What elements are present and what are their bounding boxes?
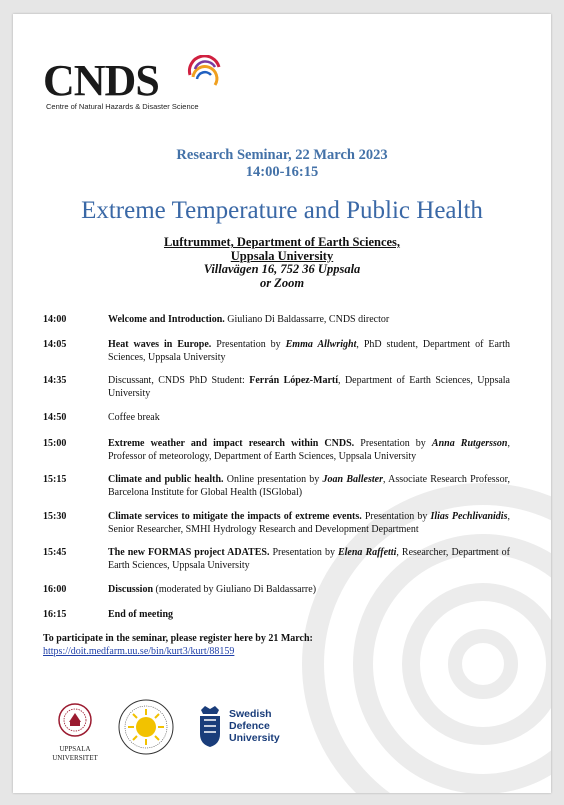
document-page [13, 14, 551, 793]
speaker-name: Ilias Pechlivanidis [430, 511, 508, 522]
agenda-desc: Extreme weather and impact research within CNDS. Presentation by Anna Rutgersson, Professor of meteorology, Department of Earth Sciences, Uppsala University [108, 438, 510, 462]
sdu-name-line-2: Defence [229, 720, 270, 732]
agenda-time: 15:15 [43, 474, 67, 485]
agenda-time: 15:00 [43, 438, 67, 449]
speaker-name: Emma Allwright [285, 339, 357, 350]
agenda-time: 15:30 [43, 511, 67, 522]
agenda-desc: End of meeting [108, 609, 173, 620]
sun-seal-logo [116, 697, 176, 757]
registration-text: To participate in the seminar, please register here by 21 March: [43, 633, 313, 644]
venue-line-1: Luftrummet, Department of Earth Sciences, [163, 235, 401, 249]
seminar-time: 14:00-16:15 [245, 164, 319, 180]
agenda-time: 14:00 [43, 314, 67, 325]
sun-seal-icon [116, 697, 176, 757]
agenda-time: 14:50 [43, 412, 67, 423]
cnds-swirl-icon [185, 55, 225, 95]
cnds-logo-subtitle: Centre of Natural Hazards & Disaster Science [46, 102, 199, 111]
cnds-logo-text: CNDS [43, 56, 159, 105]
sdu-name-line-1: Swedish [229, 708, 272, 720]
venue-line-2: Uppsala University [230, 248, 334, 263]
agenda-desc: The new FORMAS project ADATES. Presentation by Elena Raffetti, Researcher, Department of Earth Sciences, Uppsala University [108, 547, 510, 571]
registration-block [43, 632, 313, 658]
agenda-desc: Climate and public health. Online presentation by Joan Ballester, Associate Research Professor, Barcelona Institute for Global Health (ISGlobal) [108, 474, 511, 498]
sdu-name-line-3: University [229, 732, 280, 744]
agenda-desc: Climate services to mitigate the impacts of extreme events. Presentation by Ilias Pechlivanidis, Senior Researcher, SMHI Hydrology Research and Development Department [108, 511, 510, 535]
seminar-title: Extreme Temperature and Public Health [81, 197, 483, 224]
speaker-name: Ferrán López-Martí [249, 375, 339, 386]
uu-name-line-2: UNIVERSITET [52, 753, 98, 762]
speaker-name: Elena Raffetti [337, 547, 397, 558]
seminar-date: Research Seminar, 22 March 2023 [176, 147, 388, 163]
agenda-time: 16:00 [43, 584, 67, 595]
agenda-time: 14:05 [43, 339, 67, 350]
uppsala-seal-icon [45, 702, 105, 740]
agenda-desc: Coffee break [108, 412, 160, 423]
uu-name-line-1: UPPSALA [59, 745, 91, 753]
venue-zoom: or Zoom [259, 275, 305, 290]
agenda-desc: Discussion (moderated by Giuliano Di Baldassarre) [108, 584, 317, 595]
agenda-time: 15:45 [43, 547, 67, 558]
swedish-defence-university-logo [195, 704, 305, 750]
speaker-name: Anna Rutgersson [431, 438, 508, 449]
agenda-desc: Heat waves in Europe. Presentation by Emma Allwright, PhD student, Department of Earth Sciences, Uppsala University [108, 339, 511, 363]
agenda-desc: Welcome and Introduction. Giuliano Di Baldassarre, CNDS director [108, 314, 390, 325]
crown-shield-icon [195, 704, 225, 748]
uppsala-university-logo [45, 702, 105, 764]
agenda-time: 16:15 [43, 609, 67, 620]
registration-link[interactable]: https://doit.medfarm.uu.se/bin/kurt3/kurt/88159 [43, 646, 235, 657]
venue-address: Villavägen 16, 752 36 Uppsala [203, 262, 361, 276]
cnds-logo [43, 56, 233, 139]
agenda-time: 14:35 [43, 375, 67, 386]
agenda-desc: Discussant, CNDS PhD Student: Ferrán López-Martí, Department of Earth Sciences, Uppsala University [108, 375, 510, 399]
speaker-name: Joan Ballester [322, 474, 383, 485]
venue-block [13, 236, 551, 290]
